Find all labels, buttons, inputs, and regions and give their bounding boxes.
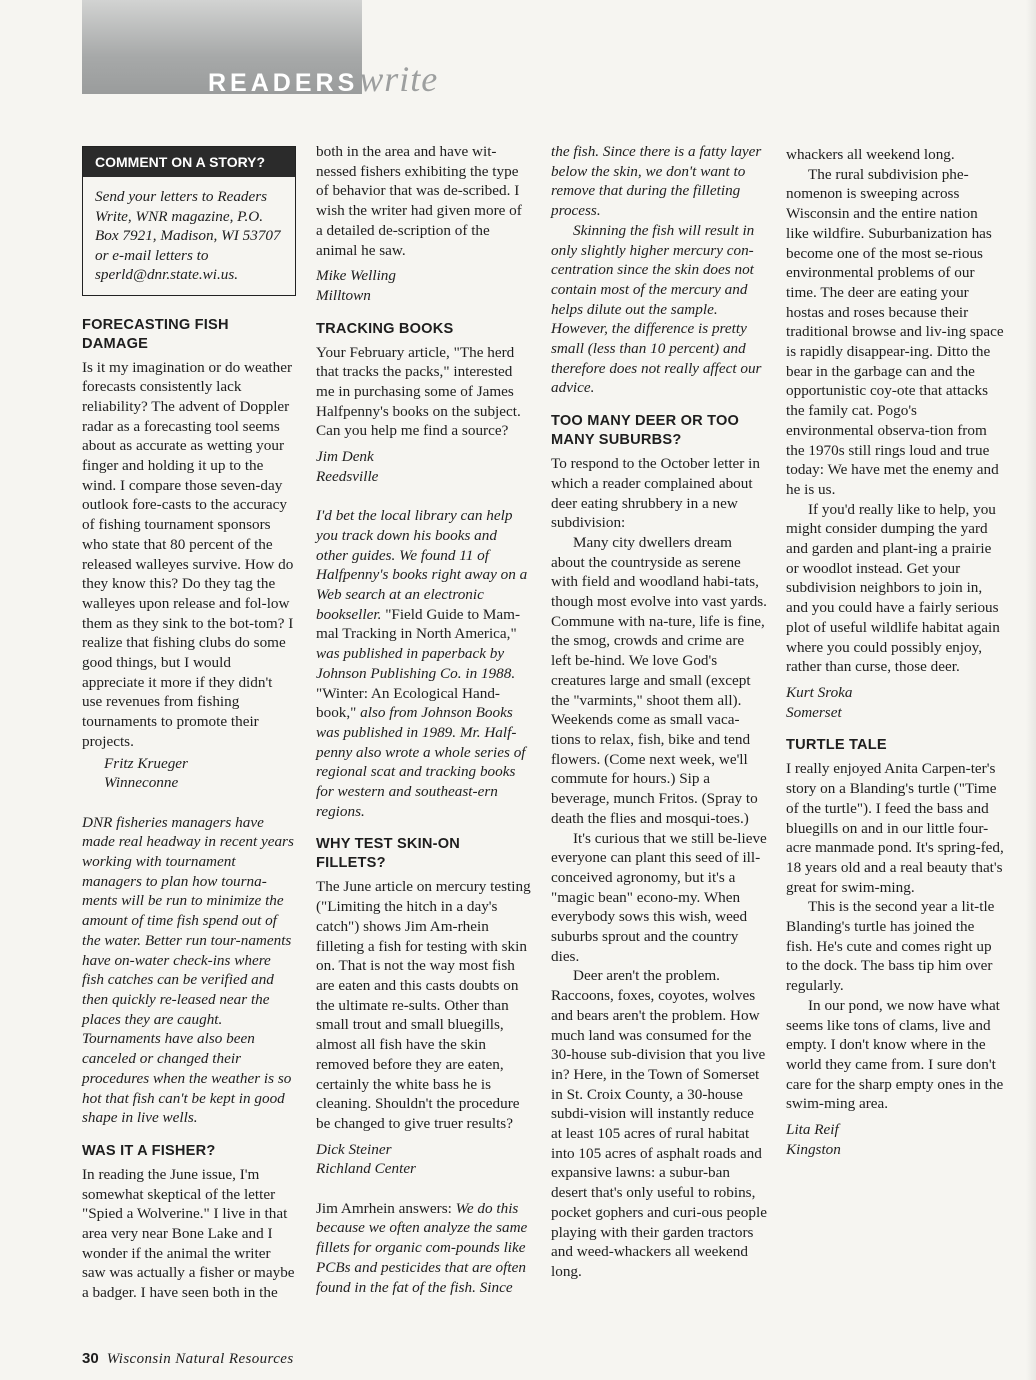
column-3 [551,142,767,1281]
section-title-readers: READERS [208,69,359,97]
deer-p4-start [551,966,767,1281]
fisher-letter-continued: both in the area and have wit-nessed fishers exhibiting the type of behavior that was de-scribed. I wish the writer had given more of a detailed de-scription of the animal he saw. [316,143,522,259]
comment-box-body: Send your letters to Readers Write, WNR magazine, P.O. Box 7921, Madison, WI 53707 or e-mail letters to sperld@dnr.state.wi.us. [95,188,281,283]
turtle-heading: TURTLE TALE [786,737,887,754]
tracking-response-3: also from Johnson Books was published in 1989. Mr. Half-penny also wrote a whole series of regional scat and tracking books for western and southeast-ern regions. [316,704,526,820]
publication-name: Wisconsin Natural Resources [106,1351,294,1367]
forecasting-letter: Is it my imagination or do weather forecasts consistently lack reliability? The advent of Doppler radar as a forecasting tool seems about as accurate as wetting your finger and holding it up to the wind. I compare those seven-day outlook fore-casts to the accuracy of fishing tournament sponsors who state that 80 percent of the released walleyes survive. How do they know this? Do they tag the walleyes upon release and fol-low them as they sink to the bot-tom? I realize that fishing clubs do some good things, but I would appreciate it more if they didn't use revenues from fishing tournaments to promote their projects. [82,358,294,750]
tracking-town: Reedsville [316,467,379,485]
deer-name: Kurt Sroka [786,683,853,701]
turtle-p1: I really enjoyed Anita Carpen-ter's story on a Blanding's turtle ("Time of the turtle"). I feed the bass and bluegills on and in our little four-acre manmade pond. It's spring-fed, 18 years old and a real beauty that's great for swim-ming. [786,760,1004,896]
forecasting-town: Winneconne [104,774,179,792]
page-edge [1026,0,1036,1380]
turtle-p3: In our pond, we now have what seems like tons of clams, live and empty. I don't know where in the world they came from. I sure don't care for the sharp empty ones in the swim-ming area. [786,996,1004,1113]
skin-heading: WHY TEST SKIN-ON FILLETS? [316,836,461,872]
fisher-letter-start [82,1165,296,1304]
turtle-name: Lita Reif [786,1121,839,1139]
fisher-heading: WAS IT A FISHER? [82,1142,216,1159]
column-4 [786,145,1004,1159]
comment-box [82,146,296,296]
forecasting-name: Fritz Krueger [104,754,188,772]
page-footer [82,1350,294,1368]
deer-heading-line-1: TOO MANY DEER OR TOO [551,413,740,430]
column-2 [316,142,532,1298]
tracking-letter: Your February article, "The herd that tracks the packs," interested me in purchasing some of James Halfpenny's books on the subject. Can you help me find a source? [316,343,521,440]
deer-p1: To respond to the October letter in which a reader complained about deer eating shrubbery in a new subdivision: [551,455,760,532]
deer-heading-line-2: MANY SUBURBS? [551,432,682,449]
skin-name: Dick Steiner [316,1140,392,1158]
skin-town: Richland Center [316,1160,416,1178]
tracking-response [316,506,532,821]
turtle-town: Kingston [786,1140,841,1158]
section-title [208,58,438,98]
deer-town: Somerset [786,703,842,721]
deer-p5: The rural subdivision phe-nomenon is sweeping across Wisconsin and the entire nation like wildfire. Suburbanization has become one of the most se-rious environmental problems of our time. The deer are eating your hostas and roses because their traditional browse and liv-ing space is rapidly disappear-ing. Ditto the bear in the garbage can and the opportunistic coy-ote that attacks the family cat. Pogo's environmental observa-tion from the 1970s still rings loud and true today: We have met the enemy and he is us. [786,165,1004,498]
forecasting-response: DNR fisheries managers have made real headway in recent years working with tournament managers to plan how tourna-ments will be run to minimize the amount of time fish spend out of the water. Better run tour-naments have on-water check-ins where fish catches can be verified and then quickly re-leased near the places they are caught. Tournaments have also been canceled or changed their procedures when the weather is so hot that fish can't be kept in good shape in live wells. [82,813,294,1127]
fisher-town: Milltown [316,286,371,304]
deer-p2: Many city dwellers dream about the countryside as serene with field and woodland habi-tats, though most evolve into vast yards. Commune with na-ture, life is fine, the smog, crowds and crime are left be-hind. We love God's creatures large and small (except the "varmints," shoot them all). Weekends come as small vaca-tions to relax, fish, bike and tend flowers. (Come next week, we'll commute for hours.) Sip a beverage, munch Fritos. (Spray to death the flies and mosqui-toes.) [551,533,767,827]
skin-answer-continued: the fish. Since there is a fatty layer below the skin, we don't want to remove that during the filleting process. [551,143,762,220]
skin-answer-1: We do this because we often analyze the same fillets for organic com-pounds like PCBs and pesticides that are often found in the fat of the fish. Since [316,1199,528,1296]
forecasting-heading: FORECASTING FISH DAMAGE [82,316,229,352]
deer-p4: Deer aren't the problem. Raccoons, foxes, coyotes, wolves and bears aren't the problem. How much land was consumed for the 30-house sub-division that you live in? Here, in the Town of Somerset in St. Croix County, a 30-house subdi-vision will instantly reduce at least 105 acres of rural habitat into 105 acres of asphalt roads and expansive lawns: a subur-ban desert that's only useful to robins, pocket gophers and curi-ous people playing with their garden tractors and weed-whackers all weekend long. [551,967,767,1280]
skin-answer-2: Skinning the fish will result in only slightly higher mercury con-centration since the skin does not contain most of the mercury and helps dilute out the sample. However, the difference is pretty small (less than 10 percent) and therefore does not really affect our advice. [551,221,762,397]
deer-p3: It's curious that we still be-lieve everyone can plant this seed of ill-conceived agronomy, but it's a "magic bean" econo-my. When everybody sows this wish, weed suburbs sprout and the country dies. [551,829,767,965]
skin-letter: The June article on mercury testing ("Limiting the hitch in a day's catch") shows Jim Am-rhein filleting a fish for testing with skin on. That is not the way most fish are eaten and this casts doubts on the ultimate re-sults. Other than small trout and small bluegills, almost all fish have the skin removed before they are eaten, certainly the white bass he is cleaning. Shouldn't the procedure be changed to give truer results? [316,878,531,1132]
tracking-name: Jim Denk [316,448,374,466]
deer-p4-continued: whackers all weekend long. [786,146,955,163]
tracking-response-title-2: "Winter: An Ecological Hand-book," [316,684,500,722]
turtle-p2: This is the second year a lit-tle Blanding's turtle has joined the fish. He's cute and comes right up to the dock. The bass tip him over regularly. [786,898,995,995]
skin-answer-lead: Jim Amrhein answers: [316,1199,456,1217]
skin-answer [316,1199,532,1298]
tracking-response-title-1: "Field Guide to Mam-mal Tracking in North America," [316,605,521,643]
deer-heading [551,412,767,450]
tracking-response-1: I'd bet the local library can help you track down his books and other guides. We found 11 of Halfpenny's books right away on a Web search at an electronic bookseller. [316,507,528,623]
tracking-heading: TRACKING BOOKS [316,320,454,337]
section-title-write: write [359,59,439,99]
column-1 [82,146,296,1304]
fisher-name: Mike Welling [316,267,396,285]
deer-p6: If you'd really like to help, you might consider dumping the yard and garden and plant-ing a prairie or woodlot instead. Get your subdivision neighbors to join in, and you could have a fairly serious plot of useful wildlife habitat again where you could possibly enjoy, rather than curse, those deer. [786,500,1000,676]
fisher-letter: In reading the June issue, I'm somewhat skeptical of the letter "Spied a Wolverine." I live in that area very near Bone Lake and I wonder if the animal the writer saw was actually a fisher or maybe a badger. I have seen both in the [82,1165,295,1302]
page-number: 30 [82,1350,99,1367]
tracking-response-2: was published in paperback by Johnson Publishing Co. in 1988. [316,645,516,682]
comment-box-title: COMMENT ON A STORY? [83,147,295,177]
